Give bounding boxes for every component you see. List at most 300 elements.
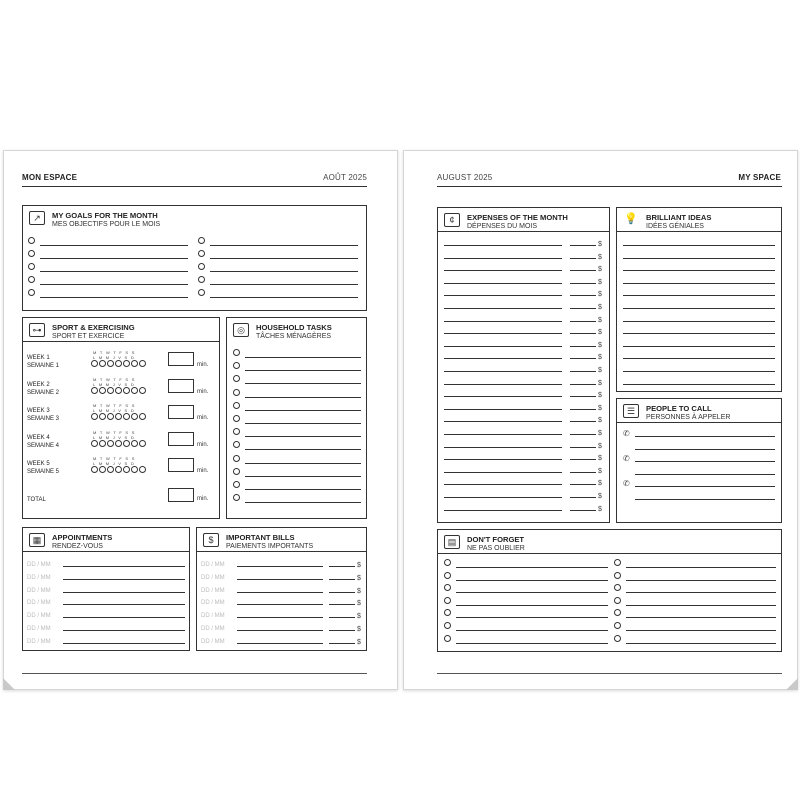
dont-forget-title: DON'T FORGET	[467, 535, 525, 544]
reminder-item[interactable]	[614, 608, 776, 620]
currency-symbol: $	[598, 278, 602, 286]
goal-item[interactable]	[28, 249, 188, 261]
expense-row[interactable]	[444, 501, 604, 513]
checkbox-circle[interactable]	[614, 584, 621, 591]
clipboard-icon: ▤	[444, 535, 460, 549]
amount-line	[570, 295, 596, 296]
amount-line	[570, 484, 596, 485]
write-line	[444, 409, 562, 410]
appointment-row[interactable]	[27, 608, 185, 620]
checkbox-circle[interactable]	[233, 375, 240, 382]
checkbox-circle[interactable]	[198, 263, 205, 270]
currency-symbol: $	[598, 442, 602, 450]
idea-line[interactable]	[623, 324, 775, 336]
goals-title: MY GOALS FOR THE MONTH	[52, 211, 158, 220]
bill-row[interactable]	[201, 634, 363, 646]
minutes-unit: min.	[197, 468, 209, 474]
day-checkbox[interactable]	[115, 387, 122, 394]
write-line	[245, 423, 361, 424]
checkbox-circle[interactable]	[614, 622, 621, 629]
checkbox-circle[interactable]	[233, 349, 240, 356]
ideas-header	[623, 213, 711, 231]
write-line	[623, 333, 775, 334]
day-checkboxes	[91, 466, 146, 473]
expense-row[interactable]	[444, 375, 604, 387]
currency-symbol: $	[357, 600, 361, 608]
write-line	[444, 510, 562, 511]
checkbox-circle[interactable]	[233, 455, 240, 462]
day-checkbox[interactable]	[123, 466, 130, 473]
day-checkbox[interactable]	[139, 360, 146, 367]
day-checkbox[interactable]	[131, 413, 138, 420]
goals-header	[29, 211, 160, 229]
checkbox-circle[interactable]	[28, 263, 35, 270]
day-checkbox[interactable]	[139, 466, 146, 473]
reminder-item[interactable]	[614, 571, 776, 583]
day-checkbox[interactable]	[91, 466, 98, 473]
checkbox-circle[interactable]	[444, 572, 451, 579]
call-row[interactable]	[623, 440, 775, 452]
write-line	[245, 357, 361, 358]
expense-row[interactable]	[444, 475, 604, 487]
dont-forget-box	[437, 529, 782, 652]
reminder-item[interactable]	[614, 583, 776, 595]
reminder-item[interactable]	[614, 634, 776, 646]
week-label-fr: SEMAINE 4	[27, 442, 60, 449]
day-checkbox[interactable]	[139, 440, 146, 447]
checkbox-circle[interactable]	[28, 289, 35, 296]
checkbox-circle[interactable]	[233, 389, 240, 396]
checkbox-circle[interactable]	[233, 428, 240, 435]
checkbox-circle[interactable]	[198, 289, 205, 296]
page-corner-tab	[786, 678, 798, 690]
task-item[interactable]	[233, 374, 361, 386]
write-line	[444, 270, 562, 271]
write-line	[623, 346, 775, 347]
day-checkbox[interactable]	[115, 360, 122, 367]
date-placeholder: DD / MM	[27, 613, 51, 620]
day-checkbox[interactable]	[99, 413, 106, 420]
day-checkbox[interactable]	[123, 387, 130, 394]
idea-line[interactable]	[623, 249, 775, 261]
idea-line[interactable]	[623, 362, 775, 374]
checkbox-circle[interactable]	[198, 237, 205, 244]
ideas-subtitle: IDÉES GÉNIALES	[646, 223, 704, 230]
idea-line[interactable]	[623, 349, 775, 361]
day-checkbox[interactable]	[131, 387, 138, 394]
checkbox-circle[interactable]	[28, 237, 35, 244]
write-line	[245, 397, 361, 398]
goals-subtitle: MES OBJECTIFS POUR LE MOIS	[52, 221, 161, 228]
day-checkbox[interactable]	[91, 360, 98, 367]
amount-line	[570, 308, 596, 309]
call-header	[623, 404, 730, 422]
week-label-fr: SEMAINE 3	[27, 416, 60, 422]
idea-line[interactable]	[623, 261, 775, 273]
expense-row[interactable]	[444, 286, 604, 298]
write-line	[623, 384, 775, 385]
write-line	[237, 604, 323, 605]
call-row[interactable]	[623, 490, 775, 502]
idea-line[interactable]	[623, 286, 775, 298]
bills-subtitle: PAIEMENTS IMPORTANTS	[226, 543, 314, 550]
checkbox-circle[interactable]	[614, 597, 621, 604]
minutes-unit: min.	[197, 388, 209, 395]
weekday-letters-en: MTWTFSS	[93, 429, 138, 435]
week-label-en: WEEK 5	[27, 461, 50, 467]
expenses-header	[444, 213, 568, 231]
day-checkbox[interactable]	[99, 360, 106, 367]
expenses-title: EXPENSES OF THE MONTH	[467, 213, 568, 222]
minutes-box[interactable]	[168, 379, 194, 393]
checkbox-circle[interactable]	[614, 572, 621, 579]
expense-row[interactable]	[444, 412, 604, 424]
expense-row[interactable]	[444, 261, 604, 273]
write-line	[245, 502, 361, 503]
expense-row[interactable]	[444, 312, 604, 324]
write-line	[237, 566, 323, 567]
checkbox-circle[interactable]	[444, 597, 451, 604]
day-checkbox[interactable]	[99, 440, 106, 447]
write-line	[63, 592, 185, 593]
write-line	[444, 258, 562, 259]
amount-line	[570, 270, 596, 271]
write-line	[456, 592, 608, 593]
sport-title: SPORT & EXERCISING	[52, 323, 135, 332]
weekday-letters	[93, 430, 138, 440]
write-line	[63, 604, 185, 605]
write-line	[444, 321, 562, 322]
currency-symbol: $	[598, 367, 602, 374]
currency-symbol: $	[598, 329, 602, 337]
minutes-box[interactable]	[168, 405, 194, 419]
checkbox-circle[interactable]	[198, 250, 205, 257]
write-line	[245, 449, 361, 450]
day-checkbox[interactable]	[131, 360, 138, 367]
day-checkbox[interactable]	[107, 387, 114, 394]
appointment-row[interactable]	[27, 570, 185, 582]
date-placeholder: DD / MM	[27, 626, 51, 632]
reminder-item[interactable]	[444, 558, 608, 570]
reminder-item[interactable]	[614, 596, 776, 608]
appointments-box	[22, 527, 190, 651]
write-line	[623, 371, 775, 372]
task-item[interactable]	[233, 493, 361, 505]
task-item[interactable]	[233, 427, 361, 439]
bills-header-rule	[197, 551, 366, 552]
chart-icon: ↗	[29, 211, 45, 225]
amount-line	[570, 333, 596, 334]
currency-symbol: $	[598, 291, 602, 299]
write-line	[456, 567, 608, 568]
day-checkbox[interactable]	[99, 466, 106, 473]
call-row[interactable]	[623, 477, 775, 489]
goal-item[interactable]	[198, 236, 358, 248]
write-line	[63, 579, 185, 580]
currency-symbol: $	[598, 493, 602, 500]
ideas-header-rule	[617, 231, 781, 232]
idea-line[interactable]	[623, 236, 775, 248]
write-line	[210, 258, 358, 259]
task-item[interactable]	[233, 440, 361, 452]
page-header-month: AOÛT 2025	[323, 173, 367, 182]
goal-item[interactable]	[198, 288, 358, 300]
expense-row[interactable]	[444, 299, 604, 311]
checkbox-circle[interactable]	[233, 481, 240, 488]
checkbox-circle[interactable]	[233, 441, 240, 448]
goal-item[interactable]	[198, 249, 358, 261]
amount-line	[570, 434, 596, 435]
currency-symbol: $	[357, 587, 361, 595]
day-checkbox[interactable]	[115, 440, 122, 447]
amount-line	[570, 396, 596, 397]
reminder-item[interactable]	[444, 583, 608, 595]
expense-row[interactable]	[444, 362, 604, 374]
write-line	[444, 497, 562, 498]
call-row[interactable]	[623, 452, 775, 464]
minutes-box[interactable]	[168, 352, 194, 366]
currency-symbol: $	[598, 379, 602, 387]
appointment-row[interactable]	[27, 621, 185, 633]
checkbox-circle[interactable]	[444, 635, 451, 642]
write-line	[237, 592, 323, 593]
expense-row[interactable]	[444, 488, 604, 500]
appointment-row[interactable]	[27, 557, 185, 569]
date-placeholder: DD / MM	[201, 600, 225, 607]
goal-item[interactable]	[28, 288, 188, 300]
expense-row[interactable]	[444, 438, 604, 450]
expense-row[interactable]	[444, 400, 604, 412]
expense-row[interactable]	[444, 463, 604, 475]
currency-symbol: $	[598, 304, 602, 311]
amount-line	[570, 321, 596, 322]
day-checkbox[interactable]	[139, 413, 146, 420]
appointment-row[interactable]	[27, 583, 185, 595]
weekday-letters	[93, 377, 138, 387]
currency-symbol: $	[598, 392, 602, 400]
bill-row[interactable]	[201, 608, 363, 620]
bills-title: IMPORTANT BILLS	[226, 533, 295, 542]
day-checkbox[interactable]	[91, 387, 98, 394]
header-rule	[437, 186, 782, 187]
checkbox-circle[interactable]	[614, 609, 621, 616]
reminder-item[interactable]	[614, 558, 776, 570]
write-line	[456, 605, 608, 606]
expense-row[interactable]	[444, 450, 604, 462]
write-line	[444, 346, 562, 347]
write-line	[245, 436, 361, 437]
day-checkbox[interactable]	[91, 413, 98, 420]
currency-symbol: $	[598, 430, 602, 437]
date-placeholder: DD / MM	[27, 600, 51, 607]
bill-row[interactable]	[201, 621, 363, 633]
week-label-fr: SEMAINE 2	[27, 389, 60, 396]
day-checkbox[interactable]	[123, 413, 130, 420]
call-subtitle: PERSONNES À APPELER	[646, 414, 731, 421]
checkbox-circle[interactable]	[444, 584, 451, 591]
goal-item[interactable]	[28, 236, 188, 248]
day-checkbox[interactable]	[131, 466, 138, 473]
expenses-box	[437, 207, 610, 523]
reminder-item[interactable]	[444, 621, 608, 633]
total-label: TOTAL	[27, 497, 46, 503]
call-row[interactable]	[623, 465, 775, 477]
task-item[interactable]	[233, 361, 361, 373]
total-minutes-box[interactable]	[168, 488, 194, 502]
expense-row[interactable]	[444, 274, 604, 286]
day-checkbox[interactable]	[123, 360, 130, 367]
task-item[interactable]	[233, 388, 361, 400]
reminder-item[interactable]	[444, 571, 608, 583]
write-line	[623, 245, 775, 246]
sport-header	[29, 323, 135, 341]
checkbox-circle[interactable]	[614, 635, 621, 642]
call-title: PEOPLE TO CALL	[646, 404, 712, 413]
write-line	[444, 421, 562, 422]
minutes-unit: min.	[197, 362, 209, 368]
expense-row[interactable]	[444, 349, 604, 361]
appointments-subtitle: RENDEZ-VOUS	[52, 543, 103, 550]
goal-item[interactable]	[198, 262, 358, 274]
checkbox-circle[interactable]	[444, 609, 451, 616]
day-checkbox[interactable]	[107, 466, 114, 473]
weekday-letters-fr: LMMJVSD	[93, 461, 138, 466]
currency-symbol: $	[598, 341, 602, 349]
expense-row[interactable]	[444, 249, 604, 261]
idea-line[interactable]	[623, 274, 775, 286]
reminder-item[interactable]	[444, 608, 608, 620]
write-line	[245, 463, 361, 464]
expense-row[interactable]	[444, 324, 604, 336]
write-line	[635, 499, 775, 500]
amount-line	[329, 592, 355, 593]
write-line	[456, 617, 608, 618]
checkbox-circle[interactable]	[233, 402, 240, 409]
reminder-item[interactable]	[614, 621, 776, 633]
appointment-row[interactable]	[27, 634, 185, 646]
bill-row[interactable]	[201, 583, 363, 595]
dumbbell-icon: ⊶	[29, 323, 45, 337]
write-line	[40, 297, 188, 298]
checkbox-circle[interactable]	[614, 559, 621, 566]
task-item[interactable]	[233, 348, 361, 360]
checkbox-circle[interactable]	[444, 559, 451, 566]
sport-header-rule	[23, 341, 219, 342]
write-line	[635, 449, 775, 450]
checkbox-circle[interactable]	[233, 468, 240, 475]
day-checkbox[interactable]	[99, 387, 106, 394]
appointment-row[interactable]	[27, 595, 185, 607]
write-line	[40, 284, 188, 285]
checkbox-circle[interactable]	[28, 250, 35, 257]
checkbox-circle[interactable]	[233, 494, 240, 501]
write-line	[63, 643, 185, 644]
week-label-en: WEEK 3	[27, 408, 50, 414]
day-checkbox[interactable]	[115, 413, 122, 420]
minutes-box[interactable]	[168, 458, 194, 472]
goal-item[interactable]	[28, 275, 188, 287]
write-line	[63, 566, 185, 567]
date-placeholder: DD / MM	[201, 562, 225, 568]
expenses-header-rule	[438, 231, 609, 232]
checkbox-circle[interactable]	[444, 622, 451, 629]
reminder-item[interactable]	[444, 596, 608, 608]
left-planner-page	[3, 150, 398, 690]
checkbox-circle[interactable]	[233, 362, 240, 369]
write-line	[40, 245, 188, 246]
write-line	[626, 592, 776, 593]
write-line	[444, 384, 562, 385]
amount-line	[570, 447, 596, 448]
expense-row[interactable]	[444, 425, 604, 437]
amount-line	[570, 472, 596, 473]
date-placeholder: DD / MM	[201, 626, 225, 632]
expense-row[interactable]	[444, 337, 604, 349]
task-item[interactable]	[233, 480, 361, 492]
idea-line[interactable]	[623, 337, 775, 349]
goal-item[interactable]	[28, 262, 188, 274]
household-subtitle: TÂCHES MÉNAGÈRES	[256, 333, 332, 340]
write-line	[456, 643, 608, 644]
bill-row[interactable]	[201, 595, 363, 607]
write-line	[210, 284, 358, 285]
day-checkbox[interactable]	[91, 440, 98, 447]
currency-symbol: $	[357, 613, 361, 621]
date-placeholder: DD / MM	[27, 562, 51, 568]
write-line	[456, 580, 608, 581]
task-item[interactable]	[233, 414, 361, 426]
task-item[interactable]	[233, 401, 361, 413]
goals-box	[22, 205, 367, 311]
dont-forget-header	[444, 535, 525, 553]
checkbox-circle[interactable]	[198, 276, 205, 283]
day-checkbox[interactable]	[139, 387, 146, 394]
bill-row[interactable]	[201, 570, 363, 582]
day-checkbox[interactable]	[123, 440, 130, 447]
write-line	[626, 567, 776, 568]
idea-line[interactable]	[623, 375, 775, 387]
page-header-left: MON ESPACE	[22, 173, 78, 182]
write-line	[210, 297, 358, 298]
write-line	[40, 258, 188, 259]
task-item[interactable]	[233, 467, 361, 479]
write-line	[444, 396, 562, 397]
expense-row[interactable]	[444, 236, 604, 248]
household-box	[226, 317, 367, 519]
checkbox-circle[interactable]	[28, 276, 35, 283]
write-line	[40, 271, 188, 272]
call-row[interactable]	[623, 427, 775, 439]
currency-symbol: $	[598, 316, 602, 324]
call-header-rule	[617, 422, 781, 423]
minutes-box[interactable]	[168, 432, 194, 446]
day-checkbox[interactable]	[107, 360, 114, 367]
day-checkbox[interactable]	[131, 440, 138, 447]
idea-line[interactable]	[623, 312, 775, 324]
goal-item[interactable]	[198, 275, 358, 287]
task-item[interactable]	[233, 454, 361, 466]
reminder-item[interactable]	[444, 634, 608, 646]
idea-line[interactable]	[623, 299, 775, 311]
checkbox-circle[interactable]	[233, 415, 240, 422]
currency-symbol: $	[357, 626, 361, 633]
expense-row[interactable]	[444, 387, 604, 399]
bill-row[interactable]	[201, 557, 363, 569]
day-checkbox[interactable]	[107, 413, 114, 420]
day-checkbox[interactable]	[107, 440, 114, 447]
day-checkbox[interactable]	[115, 466, 122, 473]
currency-symbol: $	[598, 480, 602, 488]
